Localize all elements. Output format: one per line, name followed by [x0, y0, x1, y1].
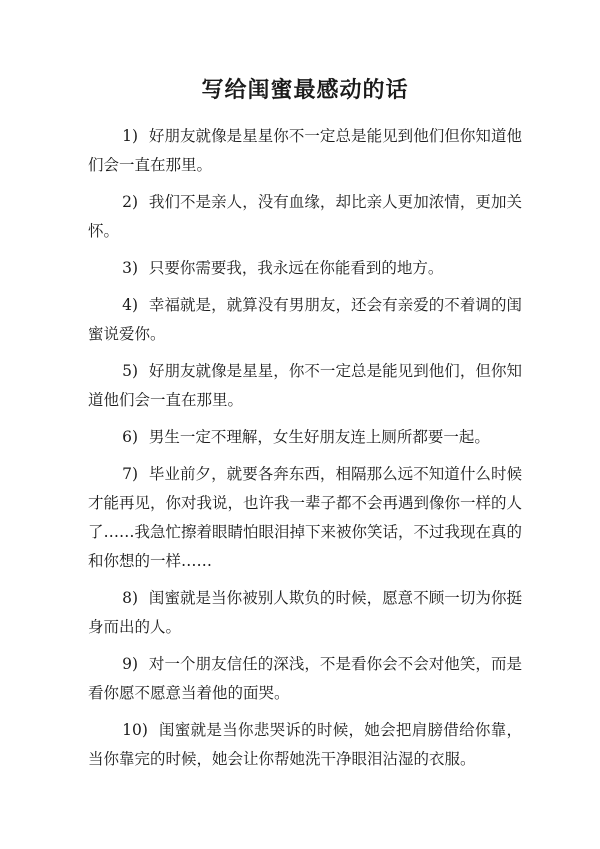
item-number: 10): [122, 721, 148, 739]
list-item: [88, 584, 522, 642]
item-text: 毕业前夕，就要各奔东西，相隔那么远不知道什么时候才能再见，你对我说，也许我一辈子都不会再遇到像你一样的人了……我急忙擦着眼睛怕眼泪掉下来被你笑话，不过我现在真的和你想的一样……: [88, 465, 523, 570]
list-item: [88, 423, 522, 452]
item-number: 9): [122, 655, 139, 673]
list-item: [88, 254, 522, 283]
list-item: [88, 188, 522, 246]
item-text: 只要你需要我，我永远在你能看到的地方。: [148, 259, 444, 277]
item-number: 7): [122, 465, 139, 483]
item-text: 好朋友就像是星星，你不一定总是能见到他们，但你知道他们会一直在那里。: [88, 362, 522, 409]
item-text: 男生一定不理解，女生好朋友连上厕所都要一起。: [148, 428, 490, 446]
item-number: 8): [122, 589, 139, 607]
item-list: [88, 122, 522, 774]
list-item: [88, 357, 522, 415]
list-item: [88, 291, 522, 349]
item-text: 对一个朋友信任的深浅，不是看你会不会对他笑，而是看你愿不愿意当着他的面哭。: [88, 655, 522, 702]
document-title: 写给闺蜜最感动的话: [201, 77, 409, 103]
item-text: 幸福就是，就算没有男朋友，还会有亲爱的不着调的闺蜜说爱你。: [88, 296, 522, 343]
item-text: 闺蜜就是当你被别人欺负的时候，愿意不顾一切为你挺身而出的人。: [88, 589, 522, 636]
item-number: 3): [122, 259, 139, 277]
list-item: [88, 716, 522, 774]
item-number: 4): [122, 296, 139, 314]
item-text: 我们不是亲人，没有血缘，却比亲人更加浓情，更加关怀。: [88, 193, 522, 240]
list-item: [88, 460, 522, 576]
item-number: 1): [122, 127, 139, 145]
list-item: [88, 650, 522, 708]
item-number: 6): [122, 428, 139, 446]
item-text: 好朋友就像是星星你不一定总是能见到他们但你知道他们会一直在那里。: [88, 127, 522, 174]
list-item: [88, 122, 522, 180]
item-text: 闺蜜就是当你悲哭诉的时候，她会把肩膀借给你靠，当你靠完的时候，她会让你帮她洗干净眼泪沾湿的衣服。: [88, 721, 522, 768]
item-number: 2): [122, 193, 139, 211]
item-number: 5): [122, 362, 139, 380]
